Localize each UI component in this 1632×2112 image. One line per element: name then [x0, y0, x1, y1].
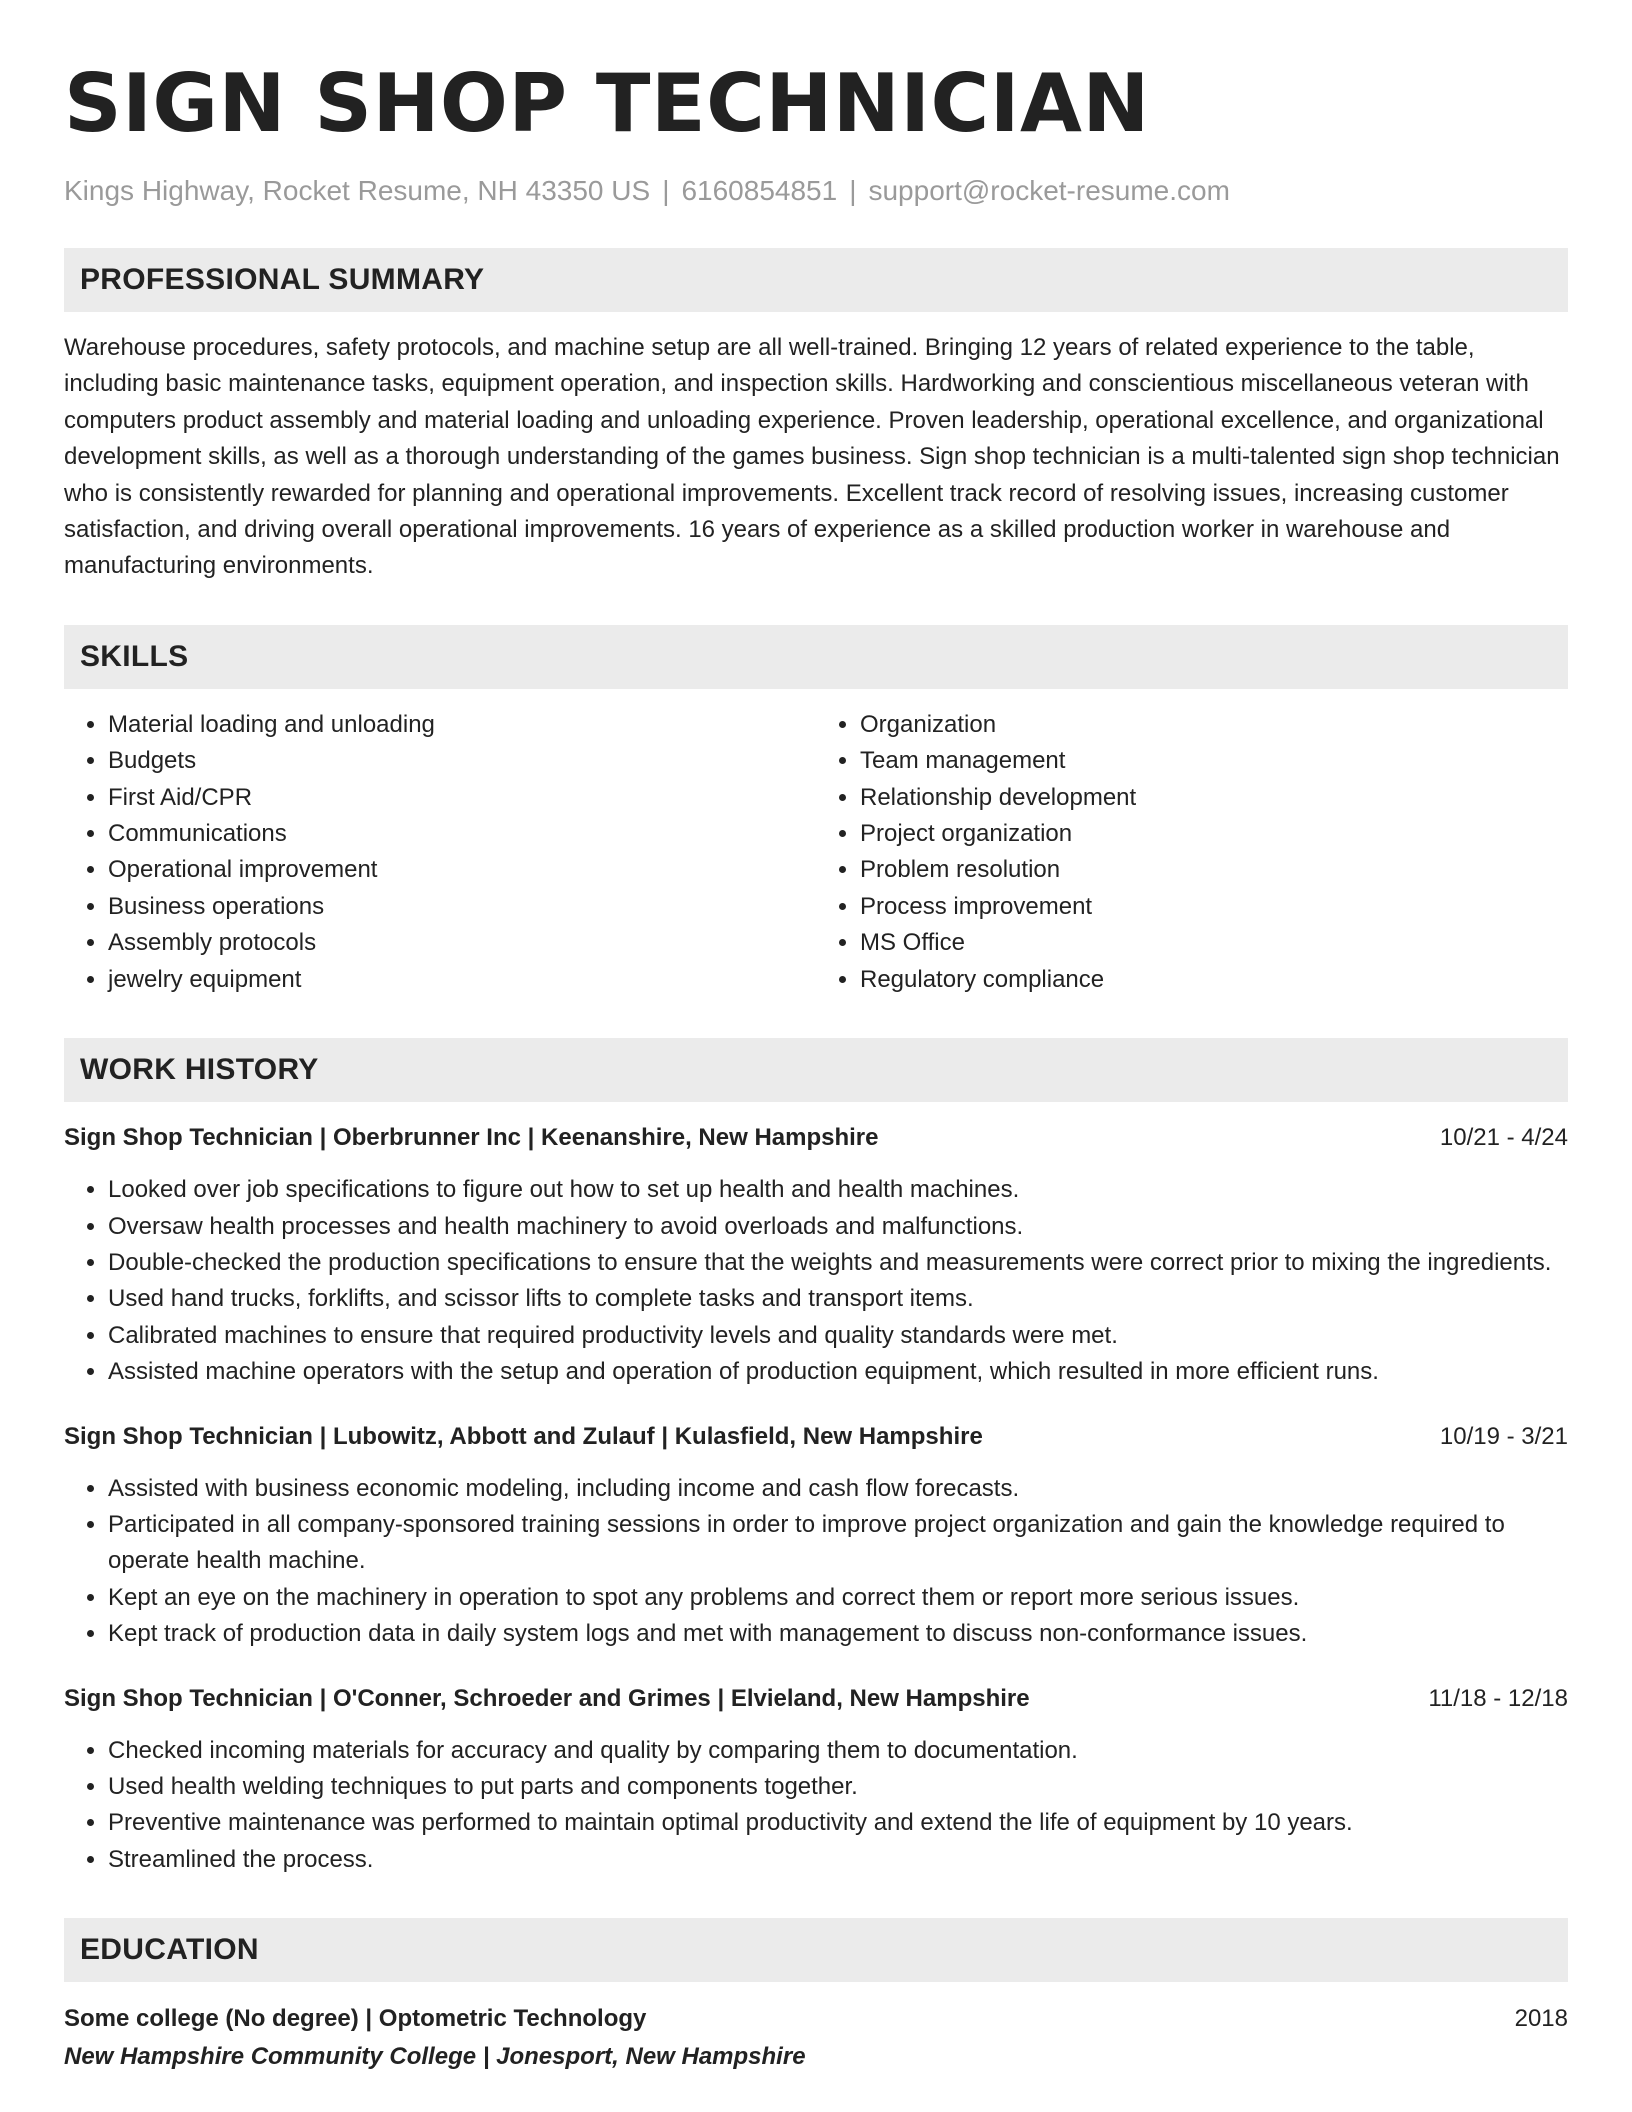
job-bullet: • Kept an eye on the machinery in operation to spot any problems and correct them or report more serious issues.: [108, 1580, 1568, 1616]
skill-item: • Organization: [860, 707, 1568, 743]
job-bullet: • Kept track of production data in daily system logs and met with management to discuss non-conformance issues.: [108, 1616, 1568, 1652]
contact-separator: |: [662, 175, 670, 206]
section-heading-work-history: WORK HISTORY: [64, 1038, 1568, 1102]
job-entry: [64, 1419, 1568, 1653]
education-entry: [64, 2000, 1568, 2076]
job-bullets: [64, 1172, 1568, 1390]
education-school: New Hampshire Community College | Jonesport, New Hampshire: [64, 2043, 806, 2071]
candidate-name: SIGN SHOP TECHNICIAN: [64, 57, 1150, 150]
job-bullet: • Looked over job specifications to figure out how to set up health and health machines.: [108, 1172, 1568, 1208]
skill-item: • Assembly protocols: [108, 925, 816, 961]
contact-line: [64, 174, 1568, 208]
skill-item: • Budgets: [108, 743, 816, 779]
job-entry: [64, 1681, 1568, 1879]
contact-email: support@rocket-resume.com: [868, 175, 1230, 206]
skill-item: • Relationship development: [860, 780, 1568, 816]
skills-list: [64, 707, 1568, 998]
summary-text: Warehouse procedures, safety protocols, and machine setup are all well-trained. Bringing 12 years of related experience to the table, including basic maintenance tasks, equipment operation, and inspection skills. Hardworking and conscientious miscellaneous veteran with computers product assembly and material loading and unloading experience. Proven leadership, operational excellence, and organizational development skills, as well as a thorough understanding of the games business. Sign shop technician is a multi-talented sign shop technician who is consistently rewarded for planning and operational improvements. Excellent track record of resolving issues, increasing customer satisfaction, and driving overall operational improvements. 16 years of experience as a skilled production worker in warehouse and manufacturing environments.: [64, 334, 1560, 580]
skill-item: • Material loading and unloading: [108, 707, 816, 743]
job-bullet: • Assisted with business economic modeling, including income and cash flow forecasts.: [108, 1471, 1568, 1507]
contact-phone: 6160854851: [681, 175, 838, 206]
skills-column-right: [816, 707, 1568, 998]
job-title: Sign Shop Technician | Oberbrunner Inc | Keenanshire, New Hampshire: [64, 1124, 879, 1152]
skill-item: • Team management: [860, 743, 1568, 779]
job-bullets: [64, 1471, 1568, 1653]
skill-item: • Communications: [108, 816, 816, 852]
skill-item: • MS Office: [860, 925, 1568, 961]
skills-column-left: [64, 707, 816, 998]
job-bullet: • Preventive maintenance was performed to maintain optimal productivity and extend the life of equipment by 10 years.: [108, 1805, 1568, 1841]
job-header: [64, 1681, 1568, 1717]
section-heading-summary: PROFESSIONAL SUMMARY: [64, 248, 1568, 312]
section-heading-skills: SKILLS: [64, 625, 1568, 689]
job-dates: 10/21 - 4/24: [1439, 1124, 1568, 1152]
job-dates: 11/18 - 12/18: [1428, 1684, 1568, 1712]
skill-item: • Operational improvement: [108, 852, 816, 888]
contact-separator: |: [849, 175, 857, 206]
job-title: Sign Shop Technician | O'Conner, Schroeder and Grimes | Elvieland, New Hampshire: [64, 1684, 1030, 1712]
skill-item: • Regulatory compliance: [860, 962, 1568, 998]
job-title: Sign Shop Technician | Lubowitz, Abbott and Zulauf | Kulasfield, New Hampshire: [64, 1422, 983, 1450]
job-bullet: • Checked incoming materials for accuracy and quality by comparing them to documentation.: [108, 1733, 1568, 1769]
job-bullet: • Streamlined the process.: [108, 1842, 1568, 1878]
skill-item: • Problem resolution: [860, 852, 1568, 888]
job-header: [64, 1419, 1568, 1455]
job-bullet: • Assisted machine operators with the setup and operation of production equipment, which resulted in more efficient runs.: [108, 1354, 1568, 1390]
job-entry: [64, 1120, 1568, 1390]
job-bullet: • Oversaw health processes and health machinery to avoid overloads and malfunctions.: [108, 1209, 1568, 1245]
skill-item: • Business operations: [108, 889, 816, 925]
job-bullet: • Calibrated machines to ensure that required productivity levels and quality standards were met.: [108, 1318, 1568, 1354]
skill-item: • jewelry equipment: [108, 962, 816, 998]
contact-address: Kings Highway, Rocket Resume, NH 43350 US: [64, 175, 651, 206]
education-year: 2018: [1514, 2005, 1568, 2033]
skill-item: • Project organization: [860, 816, 1568, 852]
job-dates: 10/19 - 3/21: [1439, 1422, 1568, 1450]
job-bullet: • Double-checked the production specifications to ensure that the weights and measurements were correct prior to mixing the ingredients.: [108, 1245, 1568, 1281]
job-bullet: • Used hand trucks, forklifts, and scissor lifts to complete tasks and transport items.: [108, 1281, 1568, 1317]
job-bullets: [64, 1733, 1568, 1879]
skill-item: • Process improvement: [860, 889, 1568, 925]
job-bullet: • Participated in all company-sponsored training sessions in order to improve project organization and gain the knowledge required to operate health machine.: [108, 1507, 1568, 1580]
job-bullet: • Used health welding techniques to put parts and components together.: [108, 1769, 1568, 1805]
education-header: [64, 2000, 1568, 2038]
section-heading-education: EDUCATION: [64, 1918, 1568, 1982]
education-degree: Some college (No degree) | Optometric Technology: [64, 2005, 647, 2033]
skill-item: • First Aid/CPR: [108, 780, 816, 816]
job-header: [64, 1120, 1568, 1156]
